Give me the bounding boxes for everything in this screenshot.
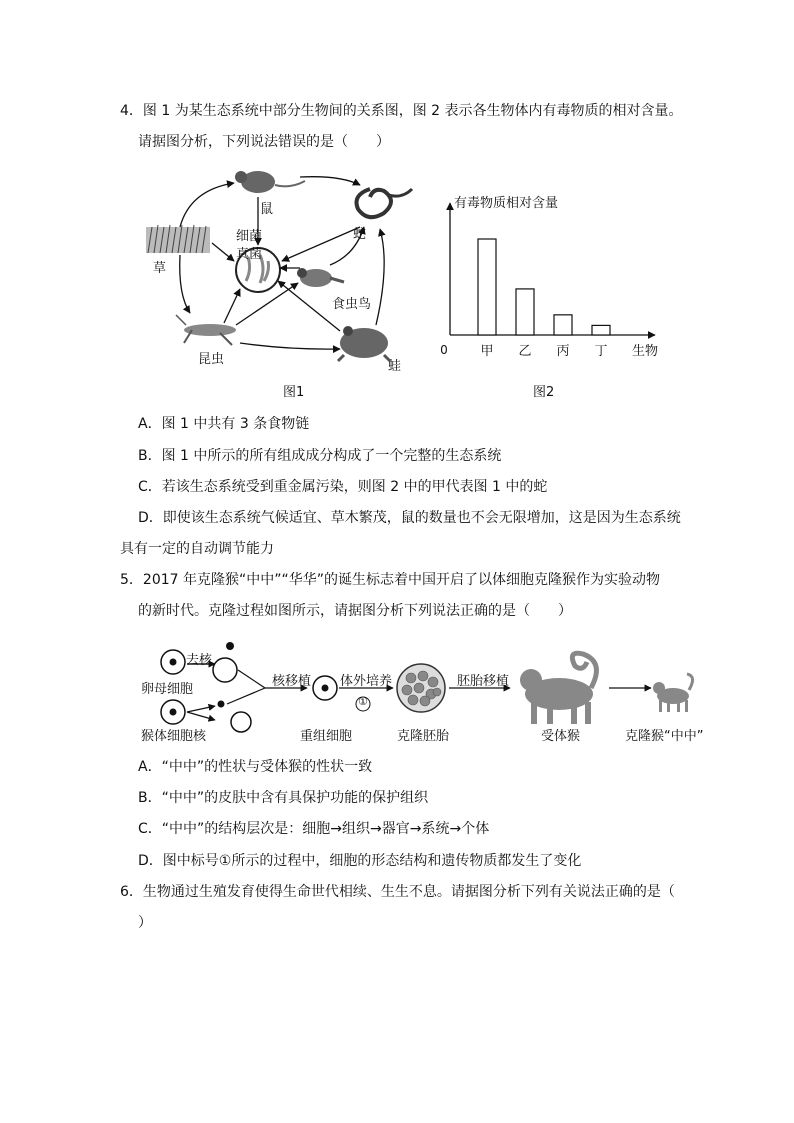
frog-image: [338, 326, 390, 361]
q4-option-c[interactable]: C．若该生态系统受到重金属污染，则图 2 中的甲代表图 1 中的蛇: [138, 479, 548, 495]
extracted-nucleus: [218, 701, 225, 708]
cloned-monkey-image: [653, 674, 693, 712]
enucleated-egg-shape: [213, 658, 237, 682]
grass-image: [146, 225, 210, 253]
q4-option-b[interactable]: B．图 1 中所示的所有组成成分构成了一个完整的生态系统: [138, 448, 502, 464]
bird-label: 食虫鸟: [332, 297, 372, 312]
q4-option-d-line1[interactable]: D．即使该生态系统气候适宜、草木繁茂，鼠的数量也不会无限增加，这是因为生态系统: [138, 510, 681, 526]
grass-label: 草: [153, 261, 167, 276]
q6-stem-line2: ）: [138, 915, 152, 931]
removed-nucleus: [226, 642, 234, 650]
recipient-monkey-image: [520, 653, 596, 724]
recipient-monkey-label: 受体猴: [541, 729, 581, 744]
q5-stem-line2: 的新时代。克隆过程如图所示，请据图分析下列说法正确的是（ ）: [138, 603, 572, 619]
clone-process-figure: [135, 632, 725, 747]
fig1-caption: 图1: [283, 385, 305, 400]
bar-1: [516, 289, 534, 335]
embryo-transfer-label: 胚胎移植: [457, 674, 510, 689]
bacteria-label: 细菌: [236, 229, 263, 244]
tick-label-2: 丙: [556, 344, 570, 359]
q5-option-a[interactable]: A．“中中”的性状与受体猴的性状一致: [138, 759, 373, 775]
insect-label: 昆虫: [198, 352, 225, 367]
q4-stem-line2: 请据图分析，下列说法错误的是（ ）: [138, 134, 390, 150]
nuclear-transfer-label: 核移植: [272, 674, 312, 689]
reconstructed-cell-label: 重组细胞: [300, 729, 353, 744]
q6-stem-line1: 6．生物通过生殖发育使得生命世代相续、生生不息。请据图分析下列有关说法正确的是（: [120, 884, 675, 900]
mouse-label: 鼠: [260, 202, 274, 217]
somatic-nucleus-label: 猴体细胞核: [141, 729, 207, 744]
q5-option-b[interactable]: B．“中中”的皮肤中含有具保护功能的保护组织: [138, 790, 429, 806]
step-one-marker: ①: [358, 695, 368, 708]
toxin-bar-chart: [436, 195, 676, 370]
q5-option-d[interactable]: D．图中标号①所示的过程中，细胞的形态结构和遗传物质都发生了变化: [138, 853, 582, 869]
food-web-figure: [140, 165, 430, 385]
q5-option-c[interactable]: C．“中中”的结构层次是：细胞→组织→器官→系统→个体: [138, 821, 490, 837]
insect-image: [176, 315, 236, 345]
fig2-caption: 图2: [533, 385, 555, 400]
snake-label: 蛇: [353, 227, 367, 242]
q4-option-a[interactable]: A．图 1 中共有 3 条食物链: [138, 416, 310, 432]
tick-label-3: 丁: [594, 344, 608, 359]
tick-label-1: 乙: [518, 344, 532, 359]
bar-2: [554, 315, 572, 335]
q4-option-d-line2[interactable]: 具有一定的自动调节能力: [120, 541, 274, 557]
cloned-monkey-label: 克隆猴“中中”: [625, 729, 704, 744]
q4-stem-line1: 4．图 1 为某生态系统中部分生物间的关系图，图 2 表示各生物体内有毒物质的相对含量。: [120, 103, 683, 119]
origin-label: 0: [440, 343, 448, 357]
bar-0: [478, 239, 496, 335]
bar-3: [592, 325, 610, 335]
discarded-cell-shape: [231, 712, 251, 732]
in-vitro-culture-label: 体外培养: [340, 674, 393, 689]
remove-nucleus-label: 去核: [186, 653, 213, 668]
fungi-label: 真菌: [236, 247, 263, 262]
q5-stem-line1: 5．2017 年克隆猴“中中”“华华”的诞生标志着中国开启了以体细胞克隆猴作为实验动物: [120, 572, 660, 588]
tick-label-0: 甲: [480, 344, 494, 359]
bird-image: [297, 268, 344, 287]
x-axis-label: 生物: [631, 344, 659, 359]
cloned-embryo-shape: [397, 664, 445, 712]
frog-label: 蛙: [388, 359, 402, 374]
cloned-embryo-label: 克隆胚胎: [397, 729, 450, 744]
egg-cell-label: 卵母细胞: [141, 682, 194, 697]
snake-image: [357, 189, 413, 217]
y-axis-label: 有毒物质相对含量: [454, 196, 559, 211]
mouse-image: [235, 171, 305, 193]
